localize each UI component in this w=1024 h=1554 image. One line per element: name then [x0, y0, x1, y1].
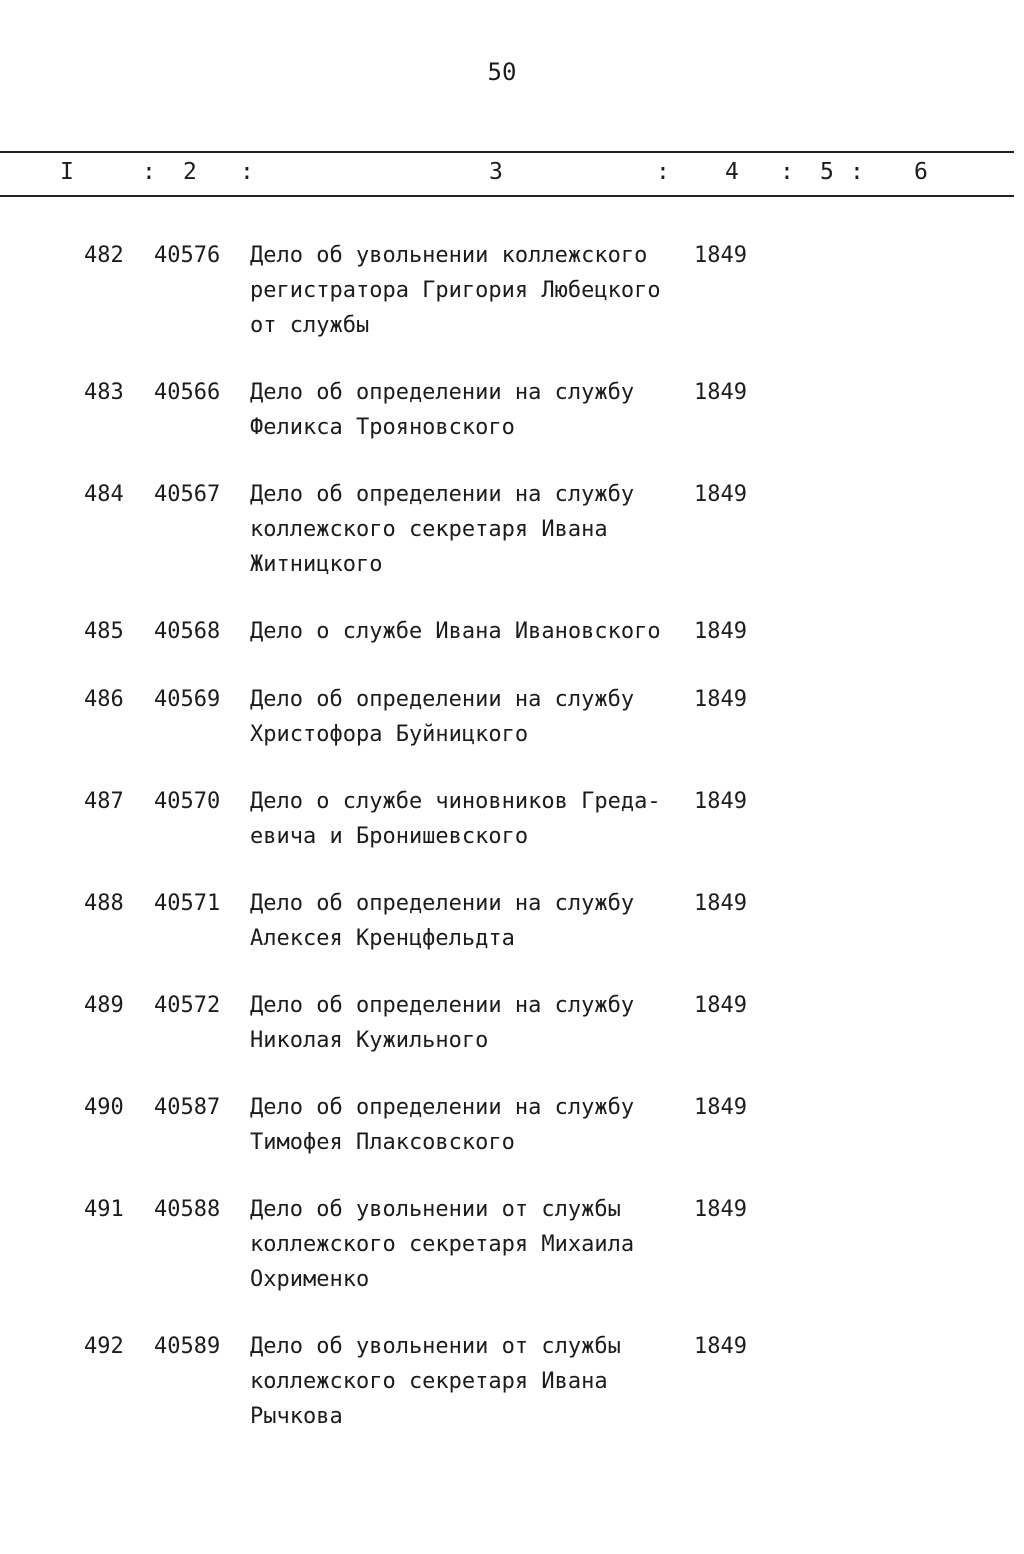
header-separator: :	[656, 159, 670, 185]
header-top-rule	[0, 151, 1014, 153]
case-year: 1849	[694, 482, 747, 507]
row-number: 487	[84, 789, 124, 814]
case-code: 40571	[154, 891, 221, 916]
description-line: Алексея Кренцфельдта	[250, 926, 515, 951]
table-row	[0, 477, 1024, 614]
description-line: Николая Кужильного	[250, 1028, 489, 1053]
header-col-5: 5	[820, 159, 834, 185]
description-line: Дело об определении на службу	[250, 380, 635, 405]
case-code: 40576	[154, 243, 221, 268]
description-line: Дело об определении на службу	[250, 482, 635, 507]
case-code: 40589	[154, 1334, 221, 1359]
case-description	[250, 886, 690, 956]
table-row	[0, 375, 1024, 477]
description-line: коллежского секретаря Ивана	[250, 517, 608, 542]
page-number: 50	[487, 58, 517, 86]
header-bottom-rule	[0, 195, 1014, 197]
row-number: 484	[84, 482, 124, 507]
header-separator: :	[850, 159, 864, 185]
case-description	[250, 784, 690, 854]
description-line: Дело об определении на службу	[250, 993, 635, 1018]
table-row	[0, 682, 1024, 784]
description-line: Рычкова	[250, 1404, 343, 1429]
case-description	[250, 238, 690, 343]
table-row	[0, 1192, 1024, 1329]
row-number: 491	[84, 1197, 124, 1222]
description-line: Охрименко	[250, 1267, 370, 1292]
description-line: Дело об определении на службу	[250, 1095, 635, 1120]
case-year: 1849	[694, 1095, 747, 1120]
case-code: 40569	[154, 687, 221, 712]
table-row	[0, 614, 1024, 682]
case-year: 1849	[694, 789, 747, 814]
description-line: регистратора Григория Любецкого	[250, 278, 661, 303]
header-col-4: 4	[725, 159, 739, 185]
description-line: Дело об определении на службу	[250, 687, 635, 712]
description-line: Феликса Трояновского	[250, 415, 515, 440]
description-line: Дело о службе Ивана Ивановского	[250, 619, 661, 644]
description-line: коллежского секретаря Ивана	[250, 1369, 608, 1394]
case-code: 40566	[154, 380, 221, 405]
row-number: 482	[84, 243, 124, 268]
case-year: 1849	[694, 619, 747, 644]
case-year: 1849	[694, 891, 747, 916]
case-code: 40568	[154, 619, 221, 644]
case-year: 1849	[694, 243, 747, 268]
row-number: 483	[84, 380, 124, 405]
header-separator: :	[240, 159, 254, 185]
case-code: 40587	[154, 1095, 221, 1120]
header-col-2: 2	[183, 159, 197, 185]
header-col-6: 6	[914, 159, 928, 185]
row-number: 488	[84, 891, 124, 916]
description-line: евича и Бронишевского	[250, 824, 529, 849]
description-line: Дело о службе чиновников Греда-	[250, 789, 661, 814]
table-row	[0, 238, 1024, 375]
case-description	[250, 375, 690, 445]
case-code: 40572	[154, 993, 221, 1018]
case-year: 1849	[694, 1197, 747, 1222]
description-line: Дело об увольнении от службы	[250, 1334, 621, 1359]
case-year: 1849	[694, 380, 747, 405]
description-line: Житницкого	[250, 552, 383, 577]
description-line: Дело об увольнении от службы	[250, 1197, 621, 1222]
case-description	[250, 682, 690, 752]
row-number: 485	[84, 619, 124, 644]
case-description	[250, 1192, 690, 1297]
description-line: Тимофея Плаксовского	[250, 1130, 515, 1155]
description-line: Дело об увольнении коллежского	[250, 243, 648, 268]
row-number: 486	[84, 687, 124, 712]
table-row	[0, 1329, 1024, 1466]
description-line: Христофора Буйницкого	[250, 722, 529, 747]
row-number: 489	[84, 993, 124, 1018]
case-description	[250, 477, 690, 582]
row-number: 492	[84, 1334, 124, 1359]
table-row	[0, 784, 1024, 886]
description-line: коллежского секретаря Михаила	[250, 1232, 635, 1257]
case-description	[250, 1329, 690, 1434]
case-description	[250, 1090, 690, 1160]
header-separator: :	[142, 159, 156, 185]
record-list	[0, 238, 1024, 1466]
case-code: 40588	[154, 1197, 221, 1222]
case-description	[250, 614, 690, 649]
table-row	[0, 886, 1024, 988]
case-year: 1849	[694, 1334, 747, 1359]
case-code: 40570	[154, 789, 221, 814]
header-separator: :	[780, 159, 794, 185]
case-description	[250, 988, 690, 1058]
table-row	[0, 1090, 1024, 1192]
description-line: от службы	[250, 313, 370, 338]
header-col-1: I	[60, 159, 74, 185]
case-year: 1849	[694, 687, 747, 712]
header-col-3: 3	[489, 159, 503, 185]
table-row	[0, 988, 1024, 1090]
description-line: Дело об определении на службу	[250, 891, 635, 916]
case-year: 1849	[694, 993, 747, 1018]
case-code: 40567	[154, 482, 221, 507]
row-number: 490	[84, 1095, 124, 1120]
